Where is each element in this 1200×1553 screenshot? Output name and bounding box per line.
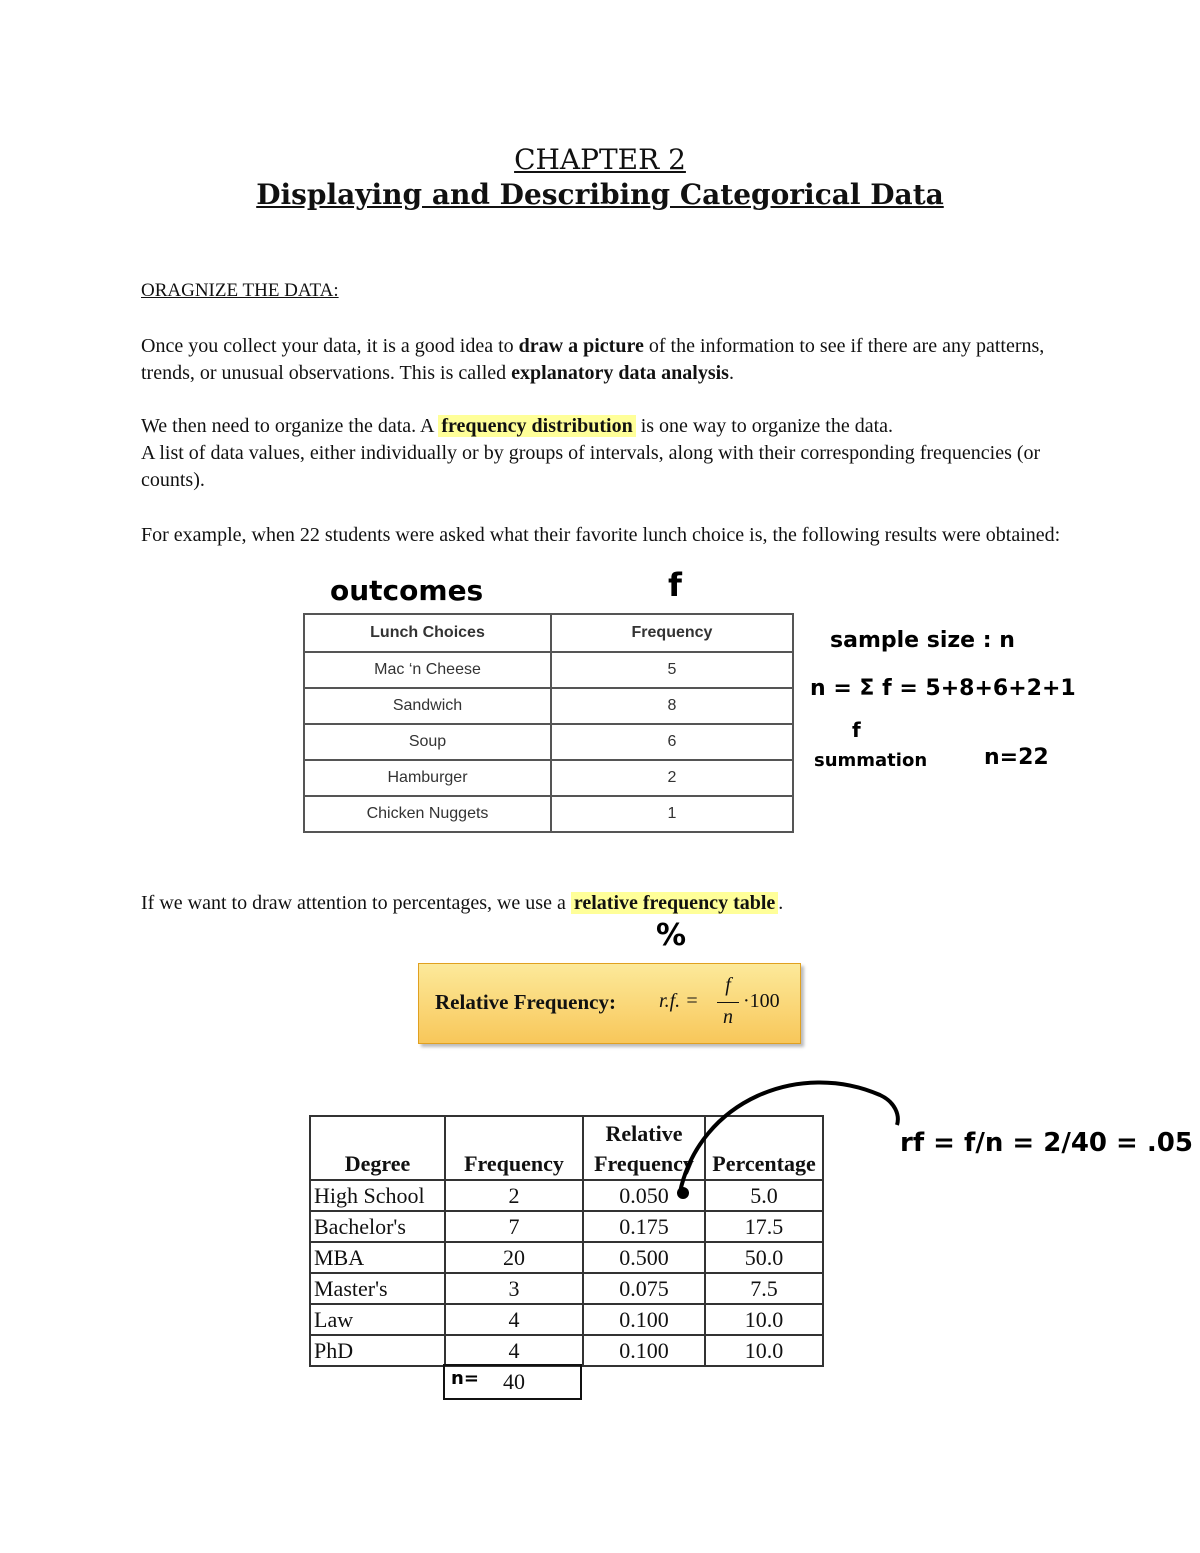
- table-cell: 0.500: [583, 1242, 705, 1273]
- table-cell: 20: [445, 1242, 583, 1273]
- table-cell: 2: [551, 760, 793, 796]
- chapter-subtitle: Displaying and Describing Categorical Data: [256, 178, 944, 211]
- table-cell: 50.0: [705, 1242, 823, 1273]
- formula-multiplier: ·100: [743, 990, 780, 1012]
- table-cell: 0.050: [583, 1180, 705, 1211]
- handwritten-outcomes: outcomes: [330, 574, 484, 607]
- para2-text-1: We then need to organize the data. A: [141, 415, 439, 437]
- table-cell: Mac ‘n Cheese: [304, 652, 551, 688]
- handwritten-percent: %: [656, 918, 687, 953]
- handwritten-n-sum: n = Σ f = 5+8+6+2+1: [810, 676, 1076, 701]
- curved-arrow-stroke: [680, 1082, 898, 1192]
- column-header: Lunch Choices: [304, 614, 551, 652]
- column-header: Degree: [310, 1116, 445, 1180]
- table-cell: Chicken Nuggets: [304, 796, 551, 832]
- table-cell: Bachelor's: [310, 1211, 445, 1242]
- table-cell: 0.100: [583, 1335, 705, 1366]
- table-cell: 2: [445, 1180, 583, 1211]
- para1-bold-1: draw a picture: [518, 335, 644, 357]
- section-heading: ORAGNIZE THE DATA:: [141, 280, 339, 301]
- table-cell: 10.0: [705, 1335, 823, 1366]
- arrow-head-dot: [677, 1187, 689, 1199]
- table-cell: 5: [551, 652, 793, 688]
- table-cell: Master's: [310, 1273, 445, 1304]
- column-header: Frequency: [445, 1116, 583, 1180]
- formula-denominator: n: [723, 1006, 733, 1028]
- column-header: Percentage: [705, 1116, 823, 1180]
- table-cell: 8: [551, 688, 793, 724]
- table-cell: 4: [445, 1335, 583, 1366]
- paragraph-example: For example, when 22 students were asked what their favorite lunch choice is, the following results were obtained:: [141, 524, 1061, 546]
- table-cell: 0.075: [583, 1273, 705, 1304]
- handwritten-sample-size: sample size : n: [830, 628, 1015, 653]
- column-header: Frequency: [551, 614, 793, 652]
- handwritten-n-22: n=22: [984, 745, 1049, 770]
- table-cell: PhD: [310, 1335, 445, 1366]
- highlight-frequency-distribution: frequency distribution: [438, 415, 635, 437]
- para4-text-2: .: [778, 892, 784, 914]
- table-cell: 5.0: [705, 1180, 823, 1211]
- table-cell: 17.5: [705, 1211, 823, 1242]
- para2-text-3: A list of data values, either individually or by groups of intervals, along with their corresponding frequencies (or counts).: [141, 442, 1041, 491]
- table-cell: Law: [310, 1304, 445, 1335]
- column-header: Relative Frequency: [583, 1116, 705, 1180]
- table-cell: High School: [310, 1180, 445, 1211]
- para1-bold-2: explanatory data analysis: [511, 362, 729, 384]
- table-cell: 3: [445, 1273, 583, 1304]
- table-cell: Soup: [304, 724, 551, 760]
- handwritten-f-arrow: f: [852, 718, 861, 742]
- table-cell: 6: [551, 724, 793, 760]
- formula-label: Relative Frequency:: [435, 990, 616, 1014]
- table-cell: 1: [551, 796, 793, 832]
- formula-numerator: f: [725, 974, 731, 996]
- table-cell: 7: [445, 1211, 583, 1242]
- highlight-relative-frequency-table: relative frequency table: [571, 892, 778, 914]
- formula-lhs: r.f. =: [659, 990, 699, 1012]
- table-cell: 0.100: [583, 1304, 705, 1335]
- table-cell: 10.0: [705, 1304, 823, 1335]
- table-cell: 0.175: [583, 1211, 705, 1242]
- table-cell: Sandwich: [304, 688, 551, 724]
- table-cell: MBA: [310, 1242, 445, 1273]
- chapter-title: CHAPTER 2: [514, 143, 686, 176]
- para2-text-2: is one way to organize the data.: [635, 415, 894, 437]
- table-cell: Hamburger: [304, 760, 551, 796]
- para1-text-2: of the information to see if there are any patterns, trends, or unusual observations. This is called: [141, 335, 1045, 384]
- table-cell: 4: [445, 1304, 583, 1335]
- handwritten-n-equals: n=: [451, 1368, 479, 1389]
- para1-text-1: Once you collect your data, it is a good idea to: [141, 335, 519, 357]
- handwritten-f: f: [668, 566, 682, 604]
- para1-text-3: .: [728, 362, 734, 384]
- total-n-value: 40: [503, 1369, 525, 1394]
- handwritten-summation: summation: [814, 750, 928, 771]
- para4-text-1: If we want to draw attention to percentages, we use a: [141, 892, 571, 914]
- handwritten-rf-calculation: rf = f/n = 2/40 = .05: [900, 1128, 1193, 1158]
- table-cell: 7.5: [705, 1273, 823, 1304]
